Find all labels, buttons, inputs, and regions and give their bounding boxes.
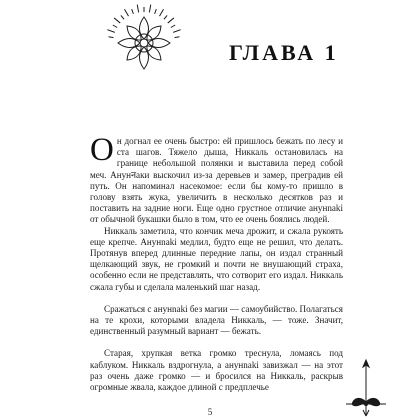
ornament-ray — [171, 25, 175, 28]
chapter-title: ГЛАВА 1 — [229, 40, 339, 65]
paragraph-1 — [90, 132, 343, 226]
ornament-ray — [109, 37, 114, 38]
lotus-flower-icon — [103, 2, 185, 84]
ornament-ray — [149, 5, 150, 13]
dropcap-letter: О — [90, 132, 114, 168]
ornament-ray — [164, 15, 167, 19]
paragraph-1-text: н догнал ее очень быстро: ей пришлось бежать по лесу и ста шагов. Тяжело дыша, Никкаль остановилась на границе небольшой полянки и выставила перед собой меч. Анунनаки выскочил из-за деревьев и замер, преградив ей путь. Он напоминал насекомое: если бы кому-то пришло в голову взять жука, увеличить в несколько десятков раз и поставить на задние ноги. Еще одно грустное отличие анунnaki от обычной букашки было в том, что ее очень боялись людей. — [90, 136, 343, 225]
ornament-ray — [173, 30, 181, 33]
paragraph-3: Сражаться с анунnaki без магии — самоубийство. Полагаться на те крохи, которыми владела Никкаль, — тоже. Значит, единственный разумный вариант — бежать. — [90, 303, 343, 337]
ornament-ray — [125, 9, 129, 16]
arrow-flourish-icon — [343, 358, 389, 420]
ornament-ray — [113, 25, 117, 28]
ornament-ray — [155, 9, 157, 14]
paragraph-2: Никкаль заметила, что кончик меча дрожит, и сжала рукоять еще крепче. Анунnaki медлил, будто еще не решил, что делать. Протянув вперед длинные передние лапы, он издал странный щелкающий звук, не громкий и почти не внушающий страха, особенно если не представлять, что сотворит его издал. Никкаль сжала губы и сделала маленький шаг назад. — [90, 225, 343, 292]
ornament-ray — [168, 18, 174, 23]
ornament-ray — [132, 9, 134, 14]
chapter-body-text — [90, 132, 343, 393]
paragraph-4: Старая, хрупкая ветка громко треснула, ломаясь под каблуком. Никкаль вздрогнула, а анунnaki завизжал — на этот раз очень даже громко — и бросился на Никкаль, раскрыв огромные жвала, каждое длиной с предплечье — [90, 348, 343, 393]
ornament-ray — [160, 9, 164, 16]
page-number: 5 — [207, 407, 213, 417]
ornament-ray — [137, 5, 138, 13]
ornament-ray — [107, 30, 115, 33]
ornament-ray — [121, 15, 124, 19]
ornament-ray — [175, 37, 180, 38]
ornament-ray — [114, 18, 120, 23]
